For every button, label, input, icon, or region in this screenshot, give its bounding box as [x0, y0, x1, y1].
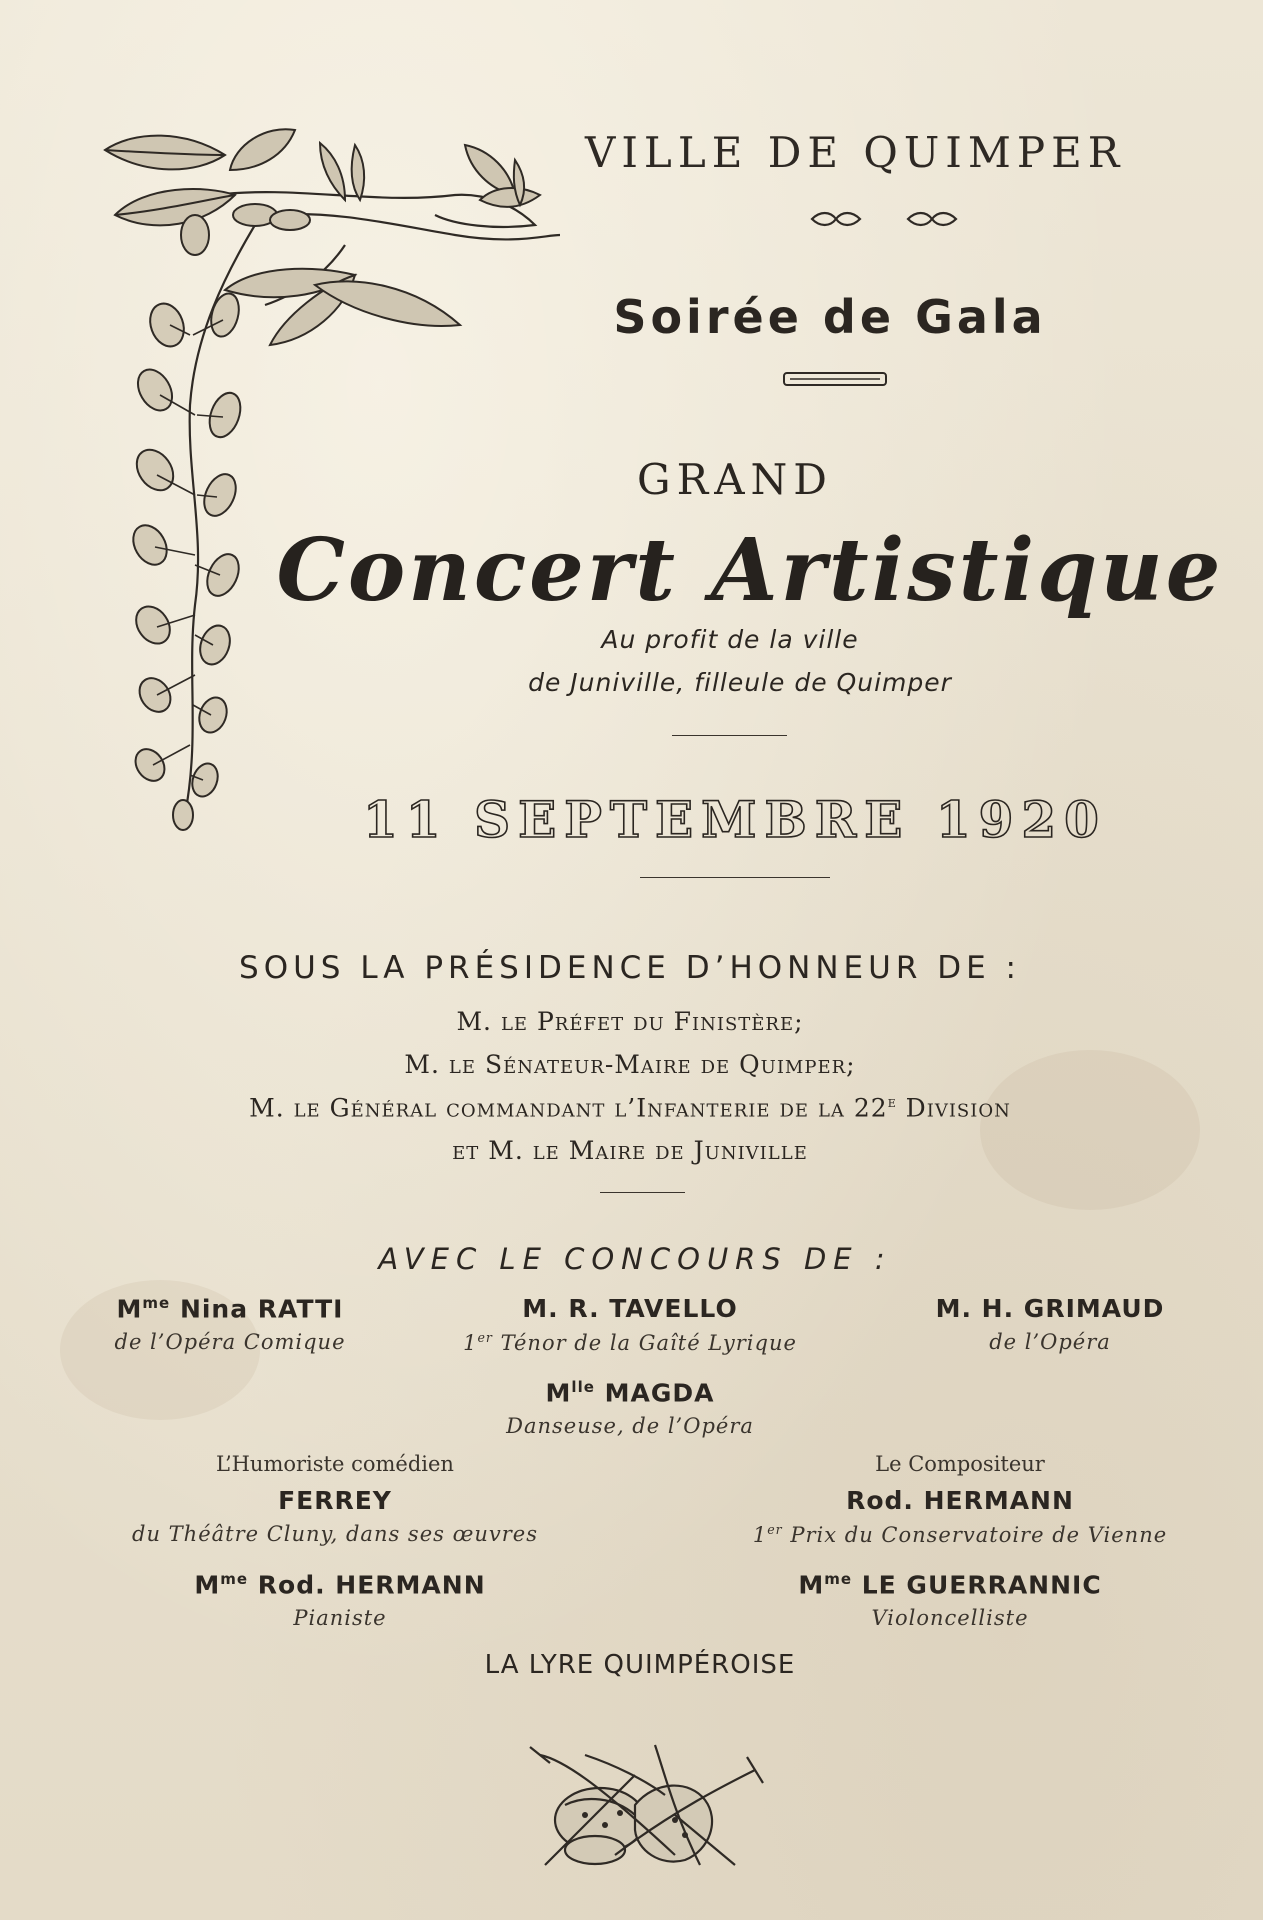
concours-heading: AVEC LE CONCOURS DE :	[378, 1242, 892, 1276]
artist-guerrannic-role: Violoncelliste	[871, 1606, 1029, 1630]
city-title: VILLE DE QUIMPER	[585, 128, 1126, 177]
floral-branch-ornament	[95, 115, 565, 875]
artist-name: Rod. HERMANN	[248, 1570, 486, 1600]
role-prefix: 1	[463, 1331, 478, 1355]
ordinal-sup: e	[887, 1093, 897, 1111]
title-prefix: M	[116, 1294, 143, 1324]
artist-mme-hermann-name	[160, 1570, 520, 1599]
bracket-ornament	[780, 370, 890, 388]
role-prefix: 1	[752, 1523, 768, 1547]
title-sup: me	[220, 1570, 249, 1588]
role-sup: er	[767, 1522, 783, 1537]
artist-ratti-name	[60, 1294, 400, 1323]
artist-hermann-label: Le Compositeur	[875, 1452, 1045, 1476]
artist-name: LE GUERRANNIC	[852, 1570, 1102, 1600]
divider-rule	[672, 735, 787, 736]
artist-magda-name	[480, 1378, 780, 1407]
artist-ferrey-name: FERREY	[278, 1486, 392, 1515]
honor-line-prefect: M. le Préfet du Finistère;	[456, 1007, 804, 1036]
artist-name: Nina RATTI	[170, 1294, 344, 1324]
artist-magda-role: Danseuse, de l’Opéra	[506, 1414, 754, 1438]
artist-tavello-role	[430, 1330, 830, 1355]
grand-heading: GRAND	[637, 455, 833, 504]
honor-line-general-text: M. le Général commandant l’Infanterie de la 22	[249, 1093, 888, 1123]
role-text: Prix du Conservatoire de Vienne	[782, 1523, 1168, 1547]
artist-hermann-name: Rod. HERMANN	[846, 1486, 1074, 1515]
honor-line-general	[170, 1093, 1090, 1122]
title-sup: lle	[571, 1378, 595, 1396]
artist-grimaud-name: M. H. GRIMAUD	[935, 1294, 1165, 1323]
honor-line-juniville: et M. le Maire de Juniville	[452, 1136, 808, 1165]
artist-hermann-role	[700, 1522, 1220, 1547]
title-prefix: M	[194, 1570, 221, 1600]
artist-grimaud-role: de l’Opéra	[989, 1330, 1111, 1354]
role-text: Ténor de la Gaîté Lyrique	[492, 1331, 797, 1355]
fleuron-ornament	[800, 205, 980, 233]
artist-ferrey-role: du Théâtre Cluny, dans ses œuvres	[132, 1522, 538, 1546]
role-sup: er	[477, 1330, 493, 1345]
divider-rule	[640, 877, 830, 878]
title-sup: me	[142, 1294, 171, 1312]
honor-line-mayor: M. le Sénateur-Maire de Quimper;	[404, 1050, 856, 1079]
benefit-line-2: de Juniville, filleule de Quimper	[528, 668, 952, 697]
gala-subtitle: Soirée de Gala	[613, 290, 1047, 344]
artist-guerrannic-name	[760, 1570, 1140, 1599]
artist-ferrey-label: L’Humoriste comédien	[216, 1452, 454, 1476]
divider-rule	[600, 1192, 685, 1193]
artist-name: MAGDA	[594, 1378, 715, 1408]
artist-ratti-role: de l’Opéra Comique	[114, 1330, 346, 1354]
benefit-line-1: Au profit de la ville	[601, 625, 859, 654]
presidence-heading: SOUS LA PRÉSIDENCE D’HONNEUR DE :	[239, 950, 1021, 986]
honor-line-general-tail: Division	[896, 1093, 1011, 1123]
musical-instruments-vignette	[525, 1735, 765, 1875]
concert-date: 11 SEPTEMBRE 1920	[363, 790, 1107, 849]
lyre-ensemble: LA LYRE QUIMPÉROISE	[484, 1650, 796, 1680]
title-prefix: M	[798, 1570, 825, 1600]
title-sup: me	[824, 1570, 853, 1588]
title-prefix: M	[545, 1378, 572, 1408]
artist-tavello-name: M. R. TAVELLO	[522, 1294, 738, 1323]
artist-mme-hermann-role: Pianiste	[293, 1606, 387, 1630]
concert-title: Concert Artistique	[276, 520, 1224, 621]
